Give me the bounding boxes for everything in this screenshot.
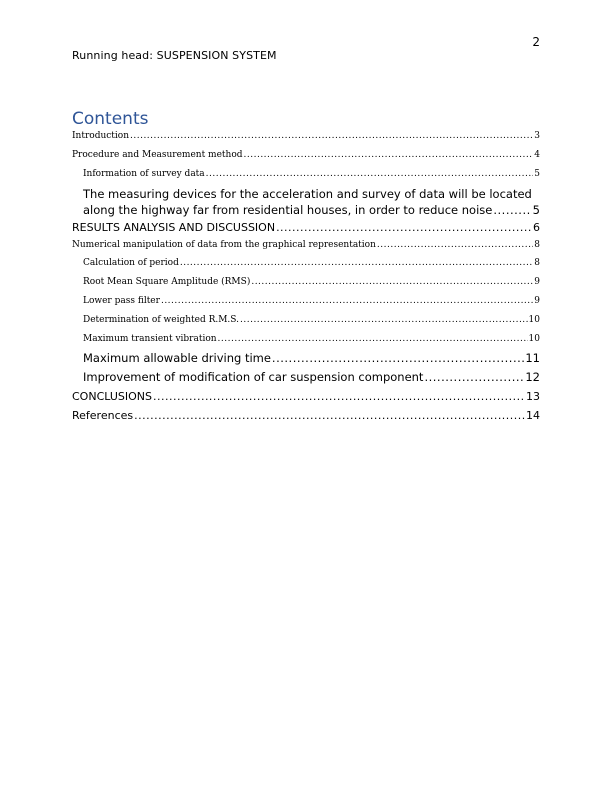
toc-entry-results[interactable] (72, 221, 540, 234)
dot-leader (206, 169, 534, 179)
toc-entry-measuring-devices[interactable] (83, 186, 540, 218)
toc-entry-text: Procedure and Measurement method (72, 150, 243, 160)
toc-entry-page: 6 (533, 221, 540, 234)
toc-entry-text: RESULTS ANALYSIS AND DISCUSSION (72, 221, 276, 234)
toc-entry-text: References (72, 409, 134, 422)
toc-entry-page: 5 (534, 169, 540, 179)
toc-entry-text: Maximum allowable driving time (83, 351, 271, 365)
toc-entry-improvement[interactable] (83, 370, 540, 384)
dot-leader (272, 351, 524, 365)
dot-leader (134, 409, 525, 422)
toc-entry-numerical-manipulation[interactable] (72, 240, 540, 250)
toc-entry-conclusions[interactable] (72, 390, 540, 403)
toc-title: Contents (72, 109, 149, 129)
toc-entry-text: Maximum transient vibration (83, 334, 217, 344)
toc-entry-introduction[interactable] (72, 131, 540, 141)
toc-entry-text-line1: The measuring devices for the acceleration and survey of data will be located (83, 187, 532, 201)
dot-leader (377, 240, 533, 250)
toc-entry-page: 8 (534, 240, 540, 250)
dot-leader (276, 221, 532, 234)
toc-entry-page: 9 (534, 296, 540, 306)
toc-entry-text-line2: along the highway far from residential houses, in order to reduce noise (83, 203, 493, 217)
toc-entry-survey-data[interactable] (83, 169, 540, 179)
toc-entry-page: 9 (534, 277, 540, 287)
dot-leader (161, 296, 533, 306)
toc-entry-text: Lower pass filter (83, 296, 160, 306)
toc-entry-page: 11 (525, 351, 540, 365)
dot-leader (218, 334, 528, 344)
toc-entry-lower-pass-filter[interactable] (83, 296, 540, 306)
dot-leader (240, 315, 528, 325)
toc-entry-page: 13 (526, 390, 540, 403)
toc-entry-page: 10 (528, 315, 540, 325)
toc-entry-max-transient[interactable] (83, 334, 540, 344)
toc-entry-text: Introduction (72, 131, 129, 141)
toc-entry-page: 8 (534, 258, 540, 268)
dot-leader (244, 150, 534, 160)
toc-entry-text: Numerical manipulation of data from the graphical representation (72, 240, 376, 250)
page-number: 2 (532, 35, 540, 49)
toc-entry-page: 3 (534, 131, 540, 141)
toc-entry-page: 5 (532, 203, 540, 217)
toc-entry-references[interactable] (72, 409, 540, 422)
dot-leader (493, 202, 531, 218)
dot-leader (180, 258, 533, 268)
toc-entry-calculation-period[interactable] (83, 258, 540, 268)
toc-entry-text: Determination of weighted R.M.S. (83, 315, 239, 325)
toc-entry-rms[interactable] (83, 277, 540, 287)
toc-entry-text: Root Mean Square Amplitude (RMS) (83, 277, 251, 287)
dot-leader (251, 277, 533, 287)
toc-entry-text: Information of survey data (83, 169, 205, 179)
toc-entry-page: 12 (525, 370, 540, 384)
toc-entry-text: Improvement of modification of car suspension component (83, 370, 424, 384)
toc-entry-max-driving-time[interactable] (83, 351, 540, 365)
running-head: Running head: SUSPENSION SYSTEM (72, 49, 277, 62)
dot-leader (424, 370, 524, 384)
dot-leader (130, 131, 533, 141)
toc-entry-page: 14 (526, 409, 540, 422)
toc-entry-weighted-rms[interactable] (83, 315, 540, 325)
toc-entry-text: CONCLUSIONS (72, 390, 152, 403)
toc-entry-procedure[interactable] (72, 150, 540, 160)
dot-leader (153, 390, 525, 403)
toc-entry-page: 10 (528, 334, 540, 344)
toc-entry-page: 4 (534, 150, 540, 160)
toc-entry-text: Calculation of period (83, 258, 179, 268)
